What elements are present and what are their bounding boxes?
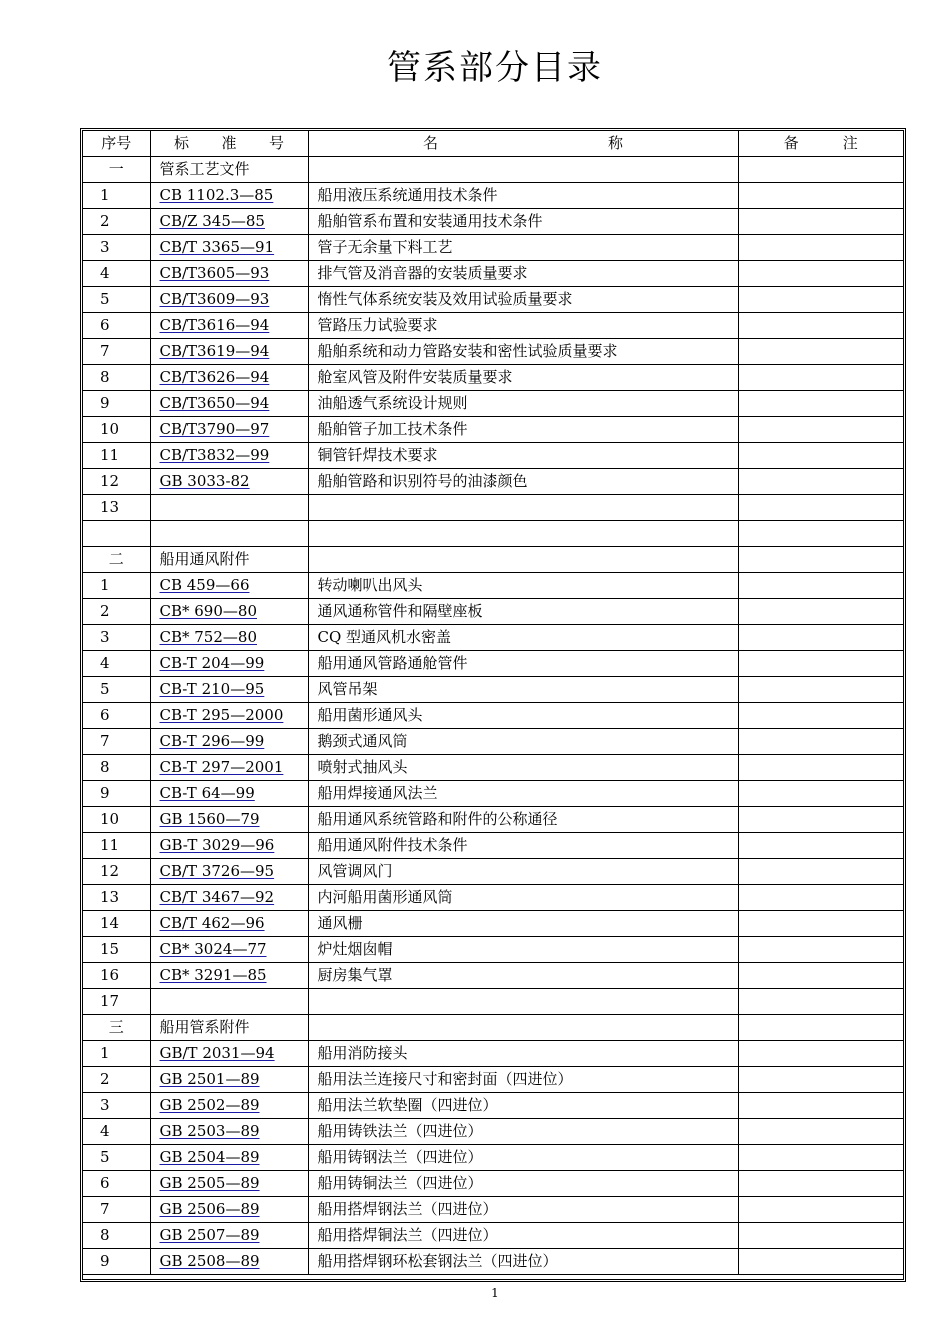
note-cell (738, 599, 903, 625)
note-cell (738, 755, 903, 781)
row-number: 7 (83, 729, 150, 755)
table-row (83, 1223, 903, 1249)
note-cell (738, 989, 903, 1015)
table-row (83, 729, 903, 755)
note-cell (738, 209, 903, 235)
note-cell (738, 885, 903, 911)
name-cell: 船用搭焊铜法兰（四进位） (308, 1223, 738, 1249)
note-cell (738, 859, 903, 885)
note-cell (738, 833, 903, 859)
row-number: 6 (83, 1171, 150, 1197)
standard-link[interactable]: CB/T 3467—92 (159, 888, 275, 906)
section-title: 船用通风附件 (150, 547, 308, 573)
catalog-table (80, 128, 906, 1282)
note-cell (738, 625, 903, 651)
note-cell (738, 1067, 903, 1093)
note-cell (738, 313, 903, 339)
row-number: 8 (83, 755, 150, 781)
name-cell: 船用菌形通风头 (308, 703, 738, 729)
note-cell (738, 365, 903, 391)
standard-cell (150, 339, 308, 365)
note-cell (738, 339, 903, 365)
standard-link[interactable]: CB/T3619—94 (159, 342, 270, 360)
standard-cell (150, 859, 308, 885)
name-cell: 船用消防接头 (308, 1041, 738, 1067)
standard-link[interactable]: GB 1560—79 (159, 810, 260, 828)
note-cell (738, 547, 903, 573)
row-number: 13 (83, 885, 150, 911)
standard-link[interactable]: CB 1102.3—85 (159, 186, 274, 204)
note-cell (738, 391, 903, 417)
table-row (83, 391, 903, 417)
table-row (83, 1093, 903, 1119)
standard-cell (150, 651, 308, 677)
standard-link[interactable]: CB/T3790—97 (159, 420, 270, 438)
table-row (83, 677, 903, 703)
table-row (83, 755, 903, 781)
name-cell: 船用铸铜法兰（四进位） (308, 1171, 738, 1197)
note-cell (738, 287, 903, 313)
note-cell (738, 1197, 903, 1223)
note-cell (738, 495, 903, 521)
row-number: 二 (83, 547, 150, 573)
standard-cell (150, 287, 308, 313)
standard-cell (150, 573, 308, 599)
note-cell (738, 729, 903, 755)
standard-link[interactable]: GB 2503—89 (159, 1122, 260, 1140)
name-cell: 船用铸铁法兰（四进位） (308, 1119, 738, 1145)
note-cell (738, 157, 903, 183)
name-cell: 风管吊架 (308, 677, 738, 703)
name-cell: 船用法兰连接尺寸和密封面（四进位） (308, 1067, 738, 1093)
table-row (83, 937, 903, 963)
header-name (308, 131, 738, 157)
table-row (83, 807, 903, 833)
name-cell (308, 157, 738, 183)
table-row (83, 859, 903, 885)
table-row (83, 469, 903, 495)
table-row (83, 833, 903, 859)
header-std-char-3: 号 (268, 134, 284, 152)
standard-cell (150, 625, 308, 651)
name-cell: 通风通称管件和隔壁座板 (308, 599, 738, 625)
name-cell: 惰性气体系统安装及效用试验质量要求 (308, 287, 738, 313)
standard-cell (150, 235, 308, 261)
name-cell: 船舶系统和动力管路安装和密性试验质量要求 (308, 339, 738, 365)
row-number: 8 (83, 365, 150, 391)
standard-link[interactable]: GB 2506—89 (159, 1200, 260, 1218)
row-number: 11 (83, 833, 150, 859)
note-cell (738, 1171, 903, 1197)
name-cell: 船舶管路和识别符号的油漆颜色 (308, 469, 738, 495)
page-title: 管系部分目录 (387, 48, 603, 88)
name-cell: 船用铸钢法兰（四进位） (308, 1145, 738, 1171)
name-cell: 内河船用菌形通风筒 (308, 885, 738, 911)
table-row (83, 1145, 903, 1171)
header-no: 序号 (83, 131, 150, 157)
note-cell (738, 703, 903, 729)
note-cell (738, 261, 903, 287)
table-row (83, 521, 903, 547)
header-std-char-2: 准 (221, 134, 237, 152)
standard-cell (150, 1197, 308, 1223)
header-std-char-1: 标 (174, 134, 190, 152)
name-cell: 风管调风门 (308, 859, 738, 885)
row-number: 12 (83, 469, 150, 495)
header-name-char-2: 称 (607, 134, 623, 152)
standard-cell (150, 1067, 308, 1093)
standard-cell (150, 365, 308, 391)
standard-link[interactable]: GB/T 2031—94 (159, 1044, 275, 1062)
table-row (83, 313, 903, 339)
standard-cell (150, 1171, 308, 1197)
standard-link[interactable]: CB-T 204—99 (159, 654, 265, 672)
row-number: 5 (83, 287, 150, 313)
standard-link[interactable]: CB* 3291—85 (159, 966, 267, 984)
name-cell (308, 495, 738, 521)
standard-link[interactable]: CB/T 3365—91 (159, 238, 275, 256)
table-row (83, 209, 903, 235)
table-header-row (83, 131, 903, 157)
table-row (83, 235, 903, 261)
name-cell: 船用搭焊钢法兰（四进位） (308, 1197, 738, 1223)
header-note-char-1: 备 (783, 134, 799, 152)
row-number: 2 (83, 599, 150, 625)
row-number: 1 (83, 573, 150, 599)
name-cell: 舱室风管及附件安装质量要求 (308, 365, 738, 391)
standard-cell (150, 729, 308, 755)
name-cell: 管路压力试验要求 (308, 313, 738, 339)
note-cell (738, 807, 903, 833)
standard-link[interactable]: CB/T3650—94 (159, 394, 270, 412)
table-row (83, 599, 903, 625)
name-cell: 通风栅 (308, 911, 738, 937)
name-cell: 管子无余量下料工艺 (308, 235, 738, 261)
table-row (83, 1249, 903, 1275)
note-cell (738, 1041, 903, 1067)
section-row (83, 547, 903, 573)
standard-link[interactable]: CB/T 462—96 (159, 914, 265, 932)
standard-cell (150, 937, 308, 963)
header-std (150, 131, 308, 157)
row-number: 10 (83, 417, 150, 443)
row-number: 三 (83, 1015, 150, 1041)
note-cell (738, 417, 903, 443)
standard-link[interactable]: CB/T3626—94 (159, 368, 270, 386)
name-cell: 船舶管子加工技术条件 (308, 417, 738, 443)
standard-cell (150, 911, 308, 937)
name-cell: 船用法兰软垫圈（四进位） (308, 1093, 738, 1119)
note-cell (738, 1093, 903, 1119)
name-cell: 鹅颈式通风筒 (308, 729, 738, 755)
standard-link[interactable]: CB-T 297—2001 (159, 758, 284, 776)
table-row (83, 1119, 903, 1145)
name-cell: 转动喇叭出风头 (308, 573, 738, 599)
row-number: 2 (83, 209, 150, 235)
standard-link[interactable]: CB* 752—80 (159, 628, 257, 646)
header-name-char-1: 名 (423, 134, 439, 152)
row-number: 3 (83, 625, 150, 651)
standard-cell (150, 833, 308, 859)
row-number: 8 (83, 1223, 150, 1249)
standard-cell (150, 183, 308, 209)
row-number: 10 (83, 807, 150, 833)
note-cell (738, 573, 903, 599)
name-cell: 船用通风管路通舱管件 (308, 651, 738, 677)
standard-link[interactable]: CB/T3605—93 (159, 264, 270, 282)
standard-cell (150, 963, 308, 989)
row-number: 7 (83, 339, 150, 365)
section-title: 船用管系附件 (150, 1015, 308, 1041)
name-cell: 排气管及消音器的安装质量要求 (308, 261, 738, 287)
row-number: 16 (83, 963, 150, 989)
note-cell (738, 651, 903, 677)
note-cell (738, 963, 903, 989)
standard-cell (150, 703, 308, 729)
standard-link[interactable]: GB 2505—89 (159, 1174, 260, 1192)
row-number: 4 (83, 651, 150, 677)
standard-cell (150, 391, 308, 417)
standard-cell (150, 1093, 308, 1119)
row-number: 13 (83, 495, 150, 521)
row-number: 6 (83, 313, 150, 339)
name-cell (308, 989, 738, 1015)
note-cell (738, 469, 903, 495)
row-number: 7 (83, 1197, 150, 1223)
standard-link[interactable]: CB/T 3726—95 (159, 862, 275, 880)
page-number: 1 (491, 1286, 499, 1300)
standard-cell (150, 261, 308, 287)
row-number: 9 (83, 781, 150, 807)
row-number: 17 (83, 989, 150, 1015)
table-row (83, 417, 903, 443)
standard-link[interactable]: CB/T3616—94 (159, 316, 270, 334)
row-number (83, 521, 150, 547)
row-number: 11 (83, 443, 150, 469)
name-cell: 船用搭焊钢环松套钢法兰（四进位） (308, 1249, 738, 1275)
row-number: 4 (83, 261, 150, 287)
standard-cell (150, 755, 308, 781)
standard-link[interactable]: CB* 3024—77 (159, 940, 267, 958)
table-row (83, 365, 903, 391)
standard-cell (150, 209, 308, 235)
standard-link[interactable]: CB/T3609—93 (159, 290, 270, 308)
row-number: 3 (83, 1093, 150, 1119)
section-row (83, 157, 903, 183)
header-note-char-2: 注 (842, 134, 858, 152)
name-cell (308, 547, 738, 573)
table-row (83, 885, 903, 911)
note-cell (738, 235, 903, 261)
standard-link[interactable]: CB/Z 345—85 (159, 212, 265, 230)
section-row (83, 1015, 903, 1041)
row-number: 15 (83, 937, 150, 963)
table-row (83, 339, 903, 365)
name-cell: 船用通风系统管路和附件的公称通径 (308, 807, 738, 833)
standard-cell (150, 599, 308, 625)
table-row (83, 287, 903, 313)
standard-cell (150, 443, 308, 469)
table-row (83, 183, 903, 209)
standard-cell (150, 469, 308, 495)
table-row (83, 651, 903, 677)
row-number: 1 (83, 183, 150, 209)
note-cell (738, 1223, 903, 1249)
name-cell: 船舶管系布置和安装通用技术条件 (308, 209, 738, 235)
standard-cell (150, 677, 308, 703)
note-cell (738, 1249, 903, 1275)
row-number: 9 (83, 1249, 150, 1275)
standard-cell (150, 1223, 308, 1249)
table-row (83, 963, 903, 989)
standard-link[interactable]: GB 2508—89 (159, 1252, 260, 1270)
name-cell: 船用焊接通风法兰 (308, 781, 738, 807)
note-cell (738, 1015, 903, 1041)
standard-cell (150, 989, 308, 1015)
table-row (83, 443, 903, 469)
row-number: 3 (83, 235, 150, 261)
table-row (83, 1041, 903, 1067)
standard-cell (150, 495, 308, 521)
note-cell (738, 1119, 903, 1145)
standard-link[interactable]: CB-T 295—2000 (159, 706, 284, 724)
note-cell (738, 1145, 903, 1171)
name-cell: 油船透气系统设计规则 (308, 391, 738, 417)
name-cell: 喷射式抽风头 (308, 755, 738, 781)
name-cell: 炉灶烟囱帽 (308, 937, 738, 963)
table-row (83, 573, 903, 599)
section-title: 管系工艺文件 (150, 157, 308, 183)
row-number: 5 (83, 677, 150, 703)
name-cell: 铜管钎焊技术要求 (308, 443, 738, 469)
name-cell: CQ 型通风机水密盖 (308, 625, 738, 651)
row-number: 一 (83, 157, 150, 183)
standard-link[interactable]: GB 2504—89 (159, 1148, 260, 1166)
table-row (83, 703, 903, 729)
standard-cell (150, 781, 308, 807)
standard-link[interactable]: CB-T 210—95 (159, 680, 265, 698)
row-number: 6 (83, 703, 150, 729)
note-cell (738, 443, 903, 469)
standard-cell (150, 1249, 308, 1275)
table-row (83, 781, 903, 807)
row-number: 14 (83, 911, 150, 937)
table-row (83, 625, 903, 651)
standard-cell (150, 885, 308, 911)
standard-link[interactable]: CB-T 64—99 (159, 784, 255, 802)
table-row (83, 911, 903, 937)
standard-link[interactable]: CB-T 296—99 (159, 732, 265, 750)
table-row (83, 1067, 903, 1093)
standard-link[interactable]: GB 2501—89 (159, 1070, 260, 1088)
standard-link[interactable]: GB-T 3029—96 (159, 836, 275, 854)
standard-link[interactable]: GB 2502—89 (159, 1096, 260, 1114)
standard-link[interactable]: CB 459—66 (159, 576, 250, 594)
row-number: 1 (83, 1041, 150, 1067)
header-note (738, 131, 903, 157)
table-row (83, 495, 903, 521)
row-number: 5 (83, 1145, 150, 1171)
standard-cell (150, 1145, 308, 1171)
name-cell (308, 1015, 738, 1041)
name-cell: 船用液压系统通用技术条件 (308, 183, 738, 209)
row-number: 4 (83, 1119, 150, 1145)
table-row (83, 989, 903, 1015)
note-cell (738, 677, 903, 703)
note-cell (738, 521, 903, 547)
name-cell: 厨房集气罩 (308, 963, 738, 989)
table-row (83, 1171, 903, 1197)
standard-link[interactable]: CB* 690—80 (159, 602, 257, 620)
standard-cell (150, 807, 308, 833)
standard-cell (150, 1041, 308, 1067)
standard-cell (150, 1119, 308, 1145)
note-cell (738, 781, 903, 807)
catalog-grid (83, 131, 903, 1275)
standard-link[interactable]: GB 2507—89 (159, 1226, 260, 1244)
name-cell (308, 521, 738, 547)
note-cell (738, 183, 903, 209)
standard-cell (150, 313, 308, 339)
standard-cell (150, 521, 308, 547)
standard-link[interactable]: GB 3033-82 (159, 472, 250, 490)
row-number: 12 (83, 859, 150, 885)
name-cell: 船用通风附件技术条件 (308, 833, 738, 859)
note-cell (738, 937, 903, 963)
standard-cell (150, 417, 308, 443)
note-cell (738, 911, 903, 937)
table-row (83, 261, 903, 287)
table-row (83, 1197, 903, 1223)
standard-link[interactable]: CB/T3832—99 (159, 446, 270, 464)
row-number: 9 (83, 391, 150, 417)
row-number: 2 (83, 1067, 150, 1093)
